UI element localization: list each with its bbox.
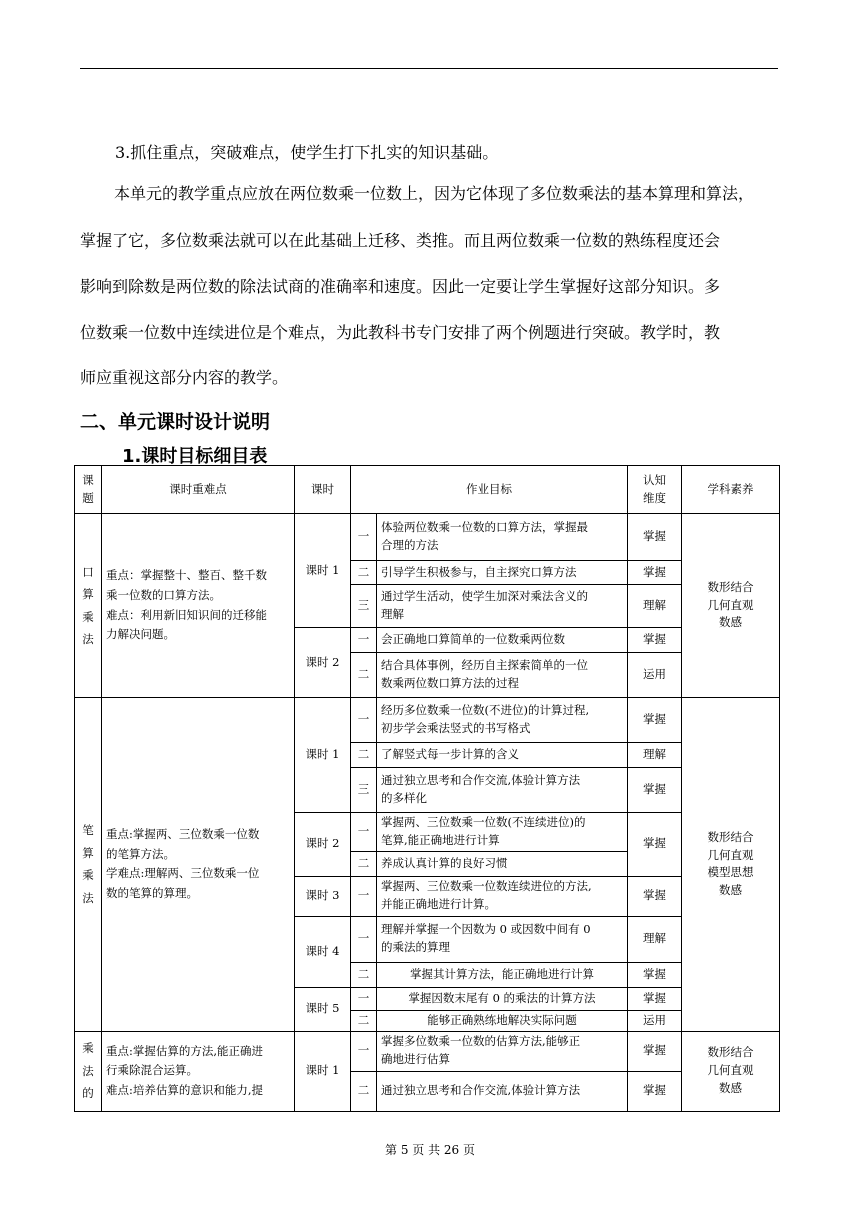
cell-line: 通过独立思考和合作交流,体验计算方法 bbox=[381, 773, 581, 788]
cell-line: 结合具体事例，经历自主探索简单的一位 bbox=[381, 658, 588, 673]
goal-number-cell: 一 bbox=[351, 1031, 377, 1071]
text-line: 掌握了它，多位数乘法就可以在此基础上迁移、类推。而且两位数乘一位数的熟练程度还会 bbox=[80, 231, 721, 250]
goal-number-cell: 三 bbox=[351, 585, 377, 628]
cell-line: 法 bbox=[82, 1063, 94, 1078]
cell-line: 几何直观 bbox=[707, 1063, 754, 1078]
cell-line: 重点：掌握整十、整百、整千数 bbox=[106, 568, 267, 583]
cell-line: 掌握因数末尾有 0 的乘法的计算方法 bbox=[408, 990, 596, 1005]
lesson-cell: 课时 2 bbox=[295, 813, 351, 877]
lesson-cell: 课时 5 bbox=[295, 987, 351, 1031]
lesson-cell: 课时 3 bbox=[295, 876, 351, 916]
lesson-cell: 课时 1 bbox=[295, 514, 351, 628]
topic-cell bbox=[75, 698, 102, 1032]
goal-number-cell: 二 bbox=[351, 1071, 377, 1111]
table-heading: 1.课时目标细目表 bbox=[122, 446, 268, 467]
cell-line: 乘 bbox=[82, 609, 94, 624]
cognition-cell: 掌握 bbox=[628, 876, 682, 916]
goal-text-cell bbox=[377, 1010, 628, 1031]
goal-number-cell: 三 bbox=[351, 768, 377, 813]
text-line: 位数乘一位数中连续进位是个难点，为此教科书专门安排了两个例题进行突破。教学时，教 bbox=[80, 323, 721, 342]
page-footer: 第 5 页 共 26 页 bbox=[385, 1143, 475, 1157]
cell-line: 乘一位数的口算方法。 bbox=[106, 587, 221, 602]
cell-line: 笔 bbox=[82, 823, 94, 838]
keypoints-cell bbox=[102, 514, 295, 698]
cell-line: 并能正确地进行计算。 bbox=[381, 897, 496, 912]
cell-line: 理解 bbox=[381, 607, 404, 621]
cell-line: 数感 bbox=[719, 1081, 742, 1096]
goal-text-cell bbox=[377, 561, 628, 585]
table-header-row bbox=[75, 466, 780, 514]
cell-line: 掌握两、三位数乘一位数(不连续进位)的 bbox=[381, 815, 586, 829]
cognition-cell: 掌握 bbox=[628, 561, 682, 585]
cell-line: 乘 bbox=[82, 868, 94, 883]
cell-line: 几何直观 bbox=[707, 847, 754, 862]
header-goal: 作业目标 bbox=[351, 466, 628, 514]
goal-text-cell bbox=[377, 768, 628, 813]
cognition-cell: 理解 bbox=[628, 916, 682, 962]
cognition-cell: 理解 bbox=[628, 743, 682, 768]
goal-text-cell bbox=[377, 876, 628, 916]
cell-line: 了解竖式每一步计算的含义 bbox=[381, 747, 519, 762]
header-keypoints: 课时重难点 bbox=[102, 466, 295, 514]
cell-line: 算 bbox=[82, 845, 94, 860]
cell-line: 算 bbox=[82, 587, 94, 602]
cell-line: 力解决问题。 bbox=[106, 627, 175, 642]
cell-line: 数感 bbox=[719, 615, 742, 630]
text-line: 本单元的教学重点应放在两位数乘一位数上，因为它体现了多位数乘法的基本算理和算法， bbox=[114, 184, 755, 203]
cognition-cell: 理解 bbox=[628, 585, 682, 628]
cell-line: 笔算,能正确地进行计算 bbox=[381, 832, 500, 847]
cell-line: 数形结合 bbox=[707, 829, 754, 844]
cell-line: 体验两位数乘一位数的口算方法，掌握最 bbox=[381, 520, 588, 535]
cell-line: 数乘两位数口算方法的过程 bbox=[381, 676, 519, 690]
cell-line: 引导学生积极参与，自主探究口算方法 bbox=[381, 564, 577, 579]
cell-line: 难点：利用新旧知识间的迁移能 bbox=[106, 607, 267, 622]
cell-line: 初步学会乘法竖式的书写格式 bbox=[381, 721, 531, 735]
cell-line: 掌握两、三位数乘一位数连续进位的方法, bbox=[381, 879, 592, 894]
cognition-cell: 掌握 bbox=[628, 768, 682, 813]
cell-line: 合理的方法 bbox=[381, 538, 439, 552]
cognition-cell: 掌握 bbox=[628, 962, 682, 987]
goal-text-cell bbox=[377, 851, 628, 876]
goal-number-cell: 一 bbox=[351, 813, 377, 852]
cognition-cell: 掌握 bbox=[628, 698, 682, 743]
literacy-cell bbox=[682, 1031, 780, 1111]
cell-line: 的多样化 bbox=[381, 791, 427, 805]
goal-text-cell bbox=[377, 628, 628, 653]
goal-text-cell bbox=[377, 653, 628, 698]
cell-line: 行乘除混合运算。 bbox=[106, 1063, 198, 1078]
cell-line: 通过独立思考和合作交流,体验计算方法 bbox=[381, 1083, 581, 1098]
lesson-cell: 课时 4 bbox=[295, 916, 351, 987]
cell-line: 能够正确熟练地解决实际问题 bbox=[427, 1012, 577, 1027]
cell-line: 几何直观 bbox=[707, 597, 754, 612]
goal-text-cell bbox=[377, 585, 628, 628]
lesson-goal-table bbox=[74, 465, 780, 1112]
goal-number-cell: 二 bbox=[351, 743, 377, 768]
cognition-cell: 掌握 bbox=[628, 1031, 682, 1071]
cell-line: 的 bbox=[82, 1086, 94, 1101]
cell-line: 数形结合 bbox=[707, 1045, 754, 1060]
header-rule bbox=[80, 68, 778, 69]
topic-cell bbox=[75, 514, 102, 698]
cell-line: 数的笔算的算理。 bbox=[106, 885, 198, 900]
cell-line: 的笔算方法。 bbox=[106, 846, 175, 861]
goal-number-cell: 二 bbox=[351, 962, 377, 987]
goal-number-cell: 一 bbox=[351, 698, 377, 743]
text-line: 师应重视这部分内容的教学。 bbox=[80, 368, 289, 387]
table-row bbox=[75, 1031, 780, 1071]
goal-number-cell: 一 bbox=[351, 916, 377, 962]
cell-line: 口 bbox=[82, 564, 94, 579]
cell-line: 乘 bbox=[82, 1041, 94, 1056]
cell-line: 数形结合 bbox=[707, 579, 754, 594]
lesson-cell: 课时 1 bbox=[295, 1031, 351, 1111]
cell-line: 法 bbox=[82, 631, 94, 646]
goal-number-cell: 一 bbox=[351, 628, 377, 653]
header-lesson: 课时 bbox=[295, 466, 351, 514]
cognition-cell: 掌握 bbox=[628, 514, 682, 561]
cell-line: 经历多位数乘一位数(不进位)的计算过程, bbox=[381, 703, 590, 718]
cell-line: 理解并掌握一个因数为 0 或因数中间有 0 bbox=[381, 922, 591, 937]
cell-line: 学难点:理解两、三位数乘一位 bbox=[106, 866, 260, 881]
keypoints-cell bbox=[102, 1031, 295, 1111]
table-row bbox=[75, 698, 780, 743]
topic-cell bbox=[75, 1031, 102, 1111]
keypoints-cell bbox=[102, 698, 295, 1032]
goal-number-cell: 二 bbox=[351, 653, 377, 698]
cell-line: 通过学生活动，使学生加深对乘法含义的 bbox=[381, 589, 588, 604]
cognition-cell: 掌握 bbox=[628, 987, 682, 1010]
cell-line: 重点:掌握两、三位数乘一位数 bbox=[106, 827, 260, 842]
goal-number-cell: 二 bbox=[351, 851, 377, 876]
cognition-cell: 掌握 bbox=[628, 1071, 682, 1111]
header-topic: 课 题 bbox=[75, 466, 102, 514]
cognition-cell: 运用 bbox=[628, 653, 682, 698]
header-cognition: 认知 维度 bbox=[628, 466, 682, 514]
lesson-cell: 课时 2 bbox=[295, 628, 351, 698]
cell-line: 数感 bbox=[719, 883, 742, 898]
text-line: 影响到除数是两位数的除法试商的准确率和速度。因此一定要让学生掌握好这部分知识。多 bbox=[80, 277, 721, 296]
goal-text-cell bbox=[377, 962, 628, 987]
cell-line: 模型思想 bbox=[707, 865, 754, 880]
cell-line: 掌握多位数乘一位数的估算方法,能够正 bbox=[381, 1034, 581, 1049]
goal-number-cell: 一 bbox=[351, 514, 377, 561]
cell-line: 掌握其计算方法，能正确地进行计算 bbox=[410, 966, 594, 981]
cell-line: 的乘法的算理 bbox=[381, 940, 450, 955]
goal-number-cell: 一 bbox=[351, 876, 377, 916]
cell-line: 难点:培养估算的意识和能力,提 bbox=[106, 1082, 264, 1097]
goal-text-cell bbox=[377, 698, 628, 743]
cell-line: 确地进行估算 bbox=[381, 1052, 450, 1067]
literacy-cell bbox=[682, 698, 780, 1032]
goal-text-cell bbox=[377, 987, 628, 1010]
literacy-cell bbox=[682, 514, 780, 698]
cognition-cell: 运用 bbox=[628, 1010, 682, 1031]
goal-text-cell bbox=[377, 743, 628, 768]
goal-number-cell: 二 bbox=[351, 1010, 377, 1031]
goal-text-cell bbox=[377, 813, 628, 852]
goal-text-cell bbox=[377, 1031, 628, 1071]
lesson-cell: 课时 1 bbox=[295, 698, 351, 813]
text-line: 3.抓住重点，突破难点，使学生打下扎实的知识基础。 bbox=[115, 143, 499, 162]
goal-text-cell bbox=[377, 916, 628, 962]
cell-line: 法 bbox=[82, 890, 94, 905]
goal-text-cell bbox=[377, 1071, 628, 1111]
goal-number-cell: 一 bbox=[351, 987, 377, 1010]
cognition-cell: 掌握 bbox=[628, 628, 682, 653]
section-heading: 二、单元课时设计说明 bbox=[80, 411, 271, 433]
cell-line: 会正确地口算简单的一位数乘两位数 bbox=[381, 632, 565, 647]
cognition-cell: 掌握 bbox=[628, 813, 682, 877]
header-literacy: 学科素养 bbox=[682, 466, 780, 514]
goal-text-cell bbox=[377, 514, 628, 561]
goal-number-cell: 二 bbox=[351, 561, 377, 585]
paragraph-point-3 bbox=[115, 145, 821, 161]
table-row bbox=[75, 514, 780, 561]
cell-line: 养成认真计算的良好习惯 bbox=[381, 855, 508, 870]
cell-line: 重点:掌握估算的方法,能正确进 bbox=[106, 1043, 264, 1058]
